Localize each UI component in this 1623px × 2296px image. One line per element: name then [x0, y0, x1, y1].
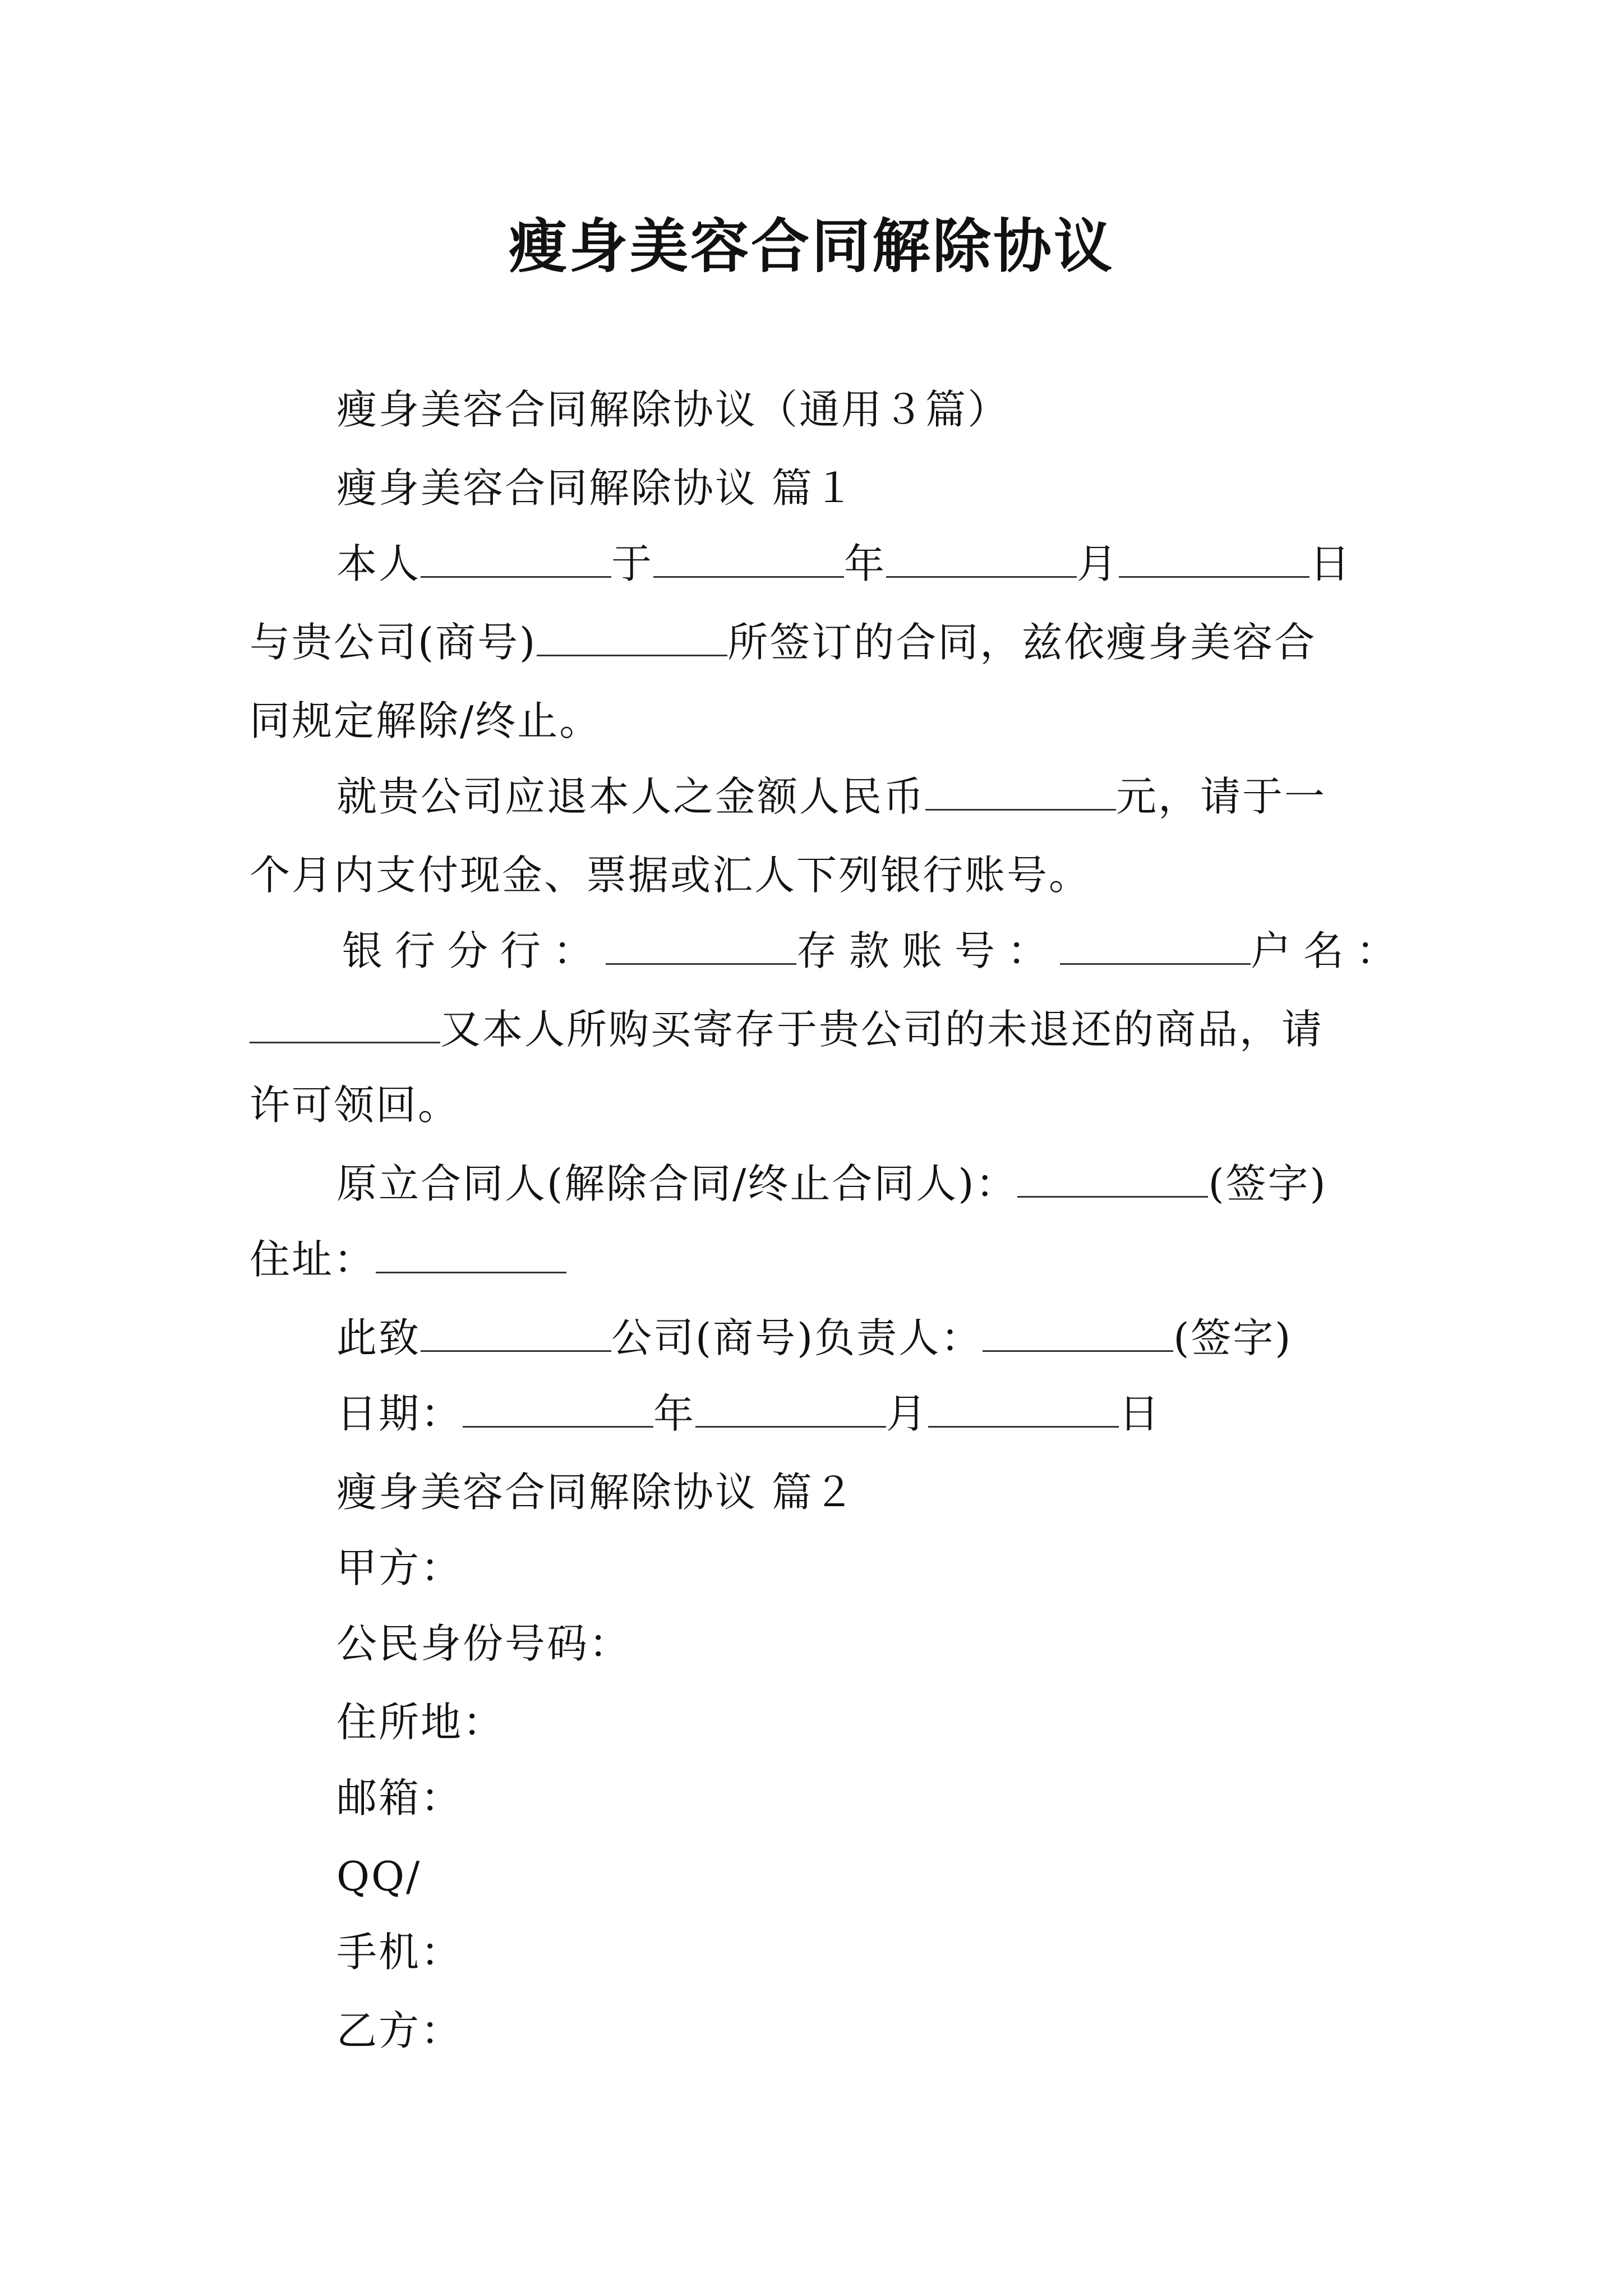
section-1-heading: 瘦身美容合同解除协议 篇１: [336, 464, 856, 512]
blank-date-year: [463, 1389, 653, 1428]
blank-responsible-signature: [983, 1313, 1173, 1352]
text-account-name: 户名：: [1251, 927, 1409, 974]
text-cizhi: 此致: [336, 1314, 421, 1361]
paragraph-2-line-1: [336, 769, 1326, 825]
text-refund: 就贵公司应退本人之金额人民币: [336, 773, 926, 820]
text-sign: (签字): [1208, 1160, 1327, 1207]
blank-account: [1060, 926, 1251, 965]
section-2-heading: 瘦身美容合同解除协议 篇２: [336, 1469, 856, 1516]
text-day: 日: [1310, 540, 1352, 587]
paragraph-3-line-3: 许可领回。: [250, 1082, 460, 1129]
blank-address: [376, 1235, 566, 1273]
blank-amount: [925, 772, 1116, 811]
paragraph-3-line-1: [342, 923, 1409, 979]
blank-company: [537, 618, 727, 656]
id-number-label: 公民身份号码：: [336, 1620, 631, 1667]
blank-name: [421, 539, 611, 578]
text-date: 日期：: [336, 1390, 463, 1437]
text-original-party: 原立合同人(解除合同/终止合同人)：: [336, 1160, 1018, 1207]
text-month: 月: [1077, 540, 1119, 587]
text-address: 住址：: [250, 1236, 376, 1283]
party-a-label: 甲方：: [336, 1544, 463, 1591]
blank-date-month: [695, 1389, 886, 1428]
paragraph-4-line-2: [250, 1231, 566, 1287]
qq-label: QQ/: [336, 1853, 422, 1900]
text-benren: 本人: [336, 540, 421, 587]
paragraph-4-line-1: [336, 1156, 1327, 1212]
text-date-day: 日: [1119, 1390, 1161, 1437]
text-date-month: 月: [886, 1390, 929, 1437]
mobile-label: 手机：: [336, 1929, 463, 1976]
blank-date-day: [928, 1389, 1119, 1428]
text-company: 与贵公司(商号): [250, 619, 537, 666]
party-b-label: 乙方：: [336, 2007, 463, 2054]
text-bank: 银行分行：: [342, 927, 606, 974]
document-title: 瘦身美容合同解除协议: [508, 212, 1114, 280]
residence-label: 住所地：: [336, 1699, 505, 1746]
text-date-year: 年: [653, 1390, 696, 1437]
paragraph-6-date: [336, 1386, 1161, 1442]
paragraph-1-line-1: [336, 536, 1352, 592]
paragraph-2-line-2: 个月内支付现金、票据或汇人下列银行账号。: [250, 852, 1091, 899]
text-account: 存款账号：: [796, 927, 1061, 974]
blank-day: [1119, 539, 1310, 578]
text-yuan: 元，请于一: [1116, 773, 1327, 820]
text-sign-2: (签字): [1173, 1314, 1293, 1361]
document-subtitle: 瘦身美容合同解除协议（通用３篇）: [336, 386, 1010, 433]
paragraph-5: [336, 1310, 1292, 1366]
text-responsible: 公司(商号)负责人：: [611, 1314, 983, 1361]
paragraph-1-line-3: 同规定解除/终止。: [250, 697, 602, 744]
blank-signature: [1017, 1159, 1208, 1198]
paragraph-3-line-2: [250, 1001, 1324, 1057]
blank-year: [653, 539, 844, 578]
blank-bank: [606, 926, 796, 965]
text-goods: 又本人所购买寄存于贵公司的未退还的商品，请: [440, 1006, 1324, 1053]
email-label: 邮箱：: [336, 1774, 463, 1821]
text-contract: 所签订的合同，兹依瘦身美容合: [727, 619, 1317, 666]
blank-recipient: [421, 1313, 611, 1352]
blank-month: [886, 539, 1077, 578]
text-year: 年: [844, 540, 887, 587]
blank-account-name: [250, 1005, 440, 1043]
paragraph-1-line-2: [250, 614, 1316, 670]
text-yu: 于: [611, 540, 654, 587]
